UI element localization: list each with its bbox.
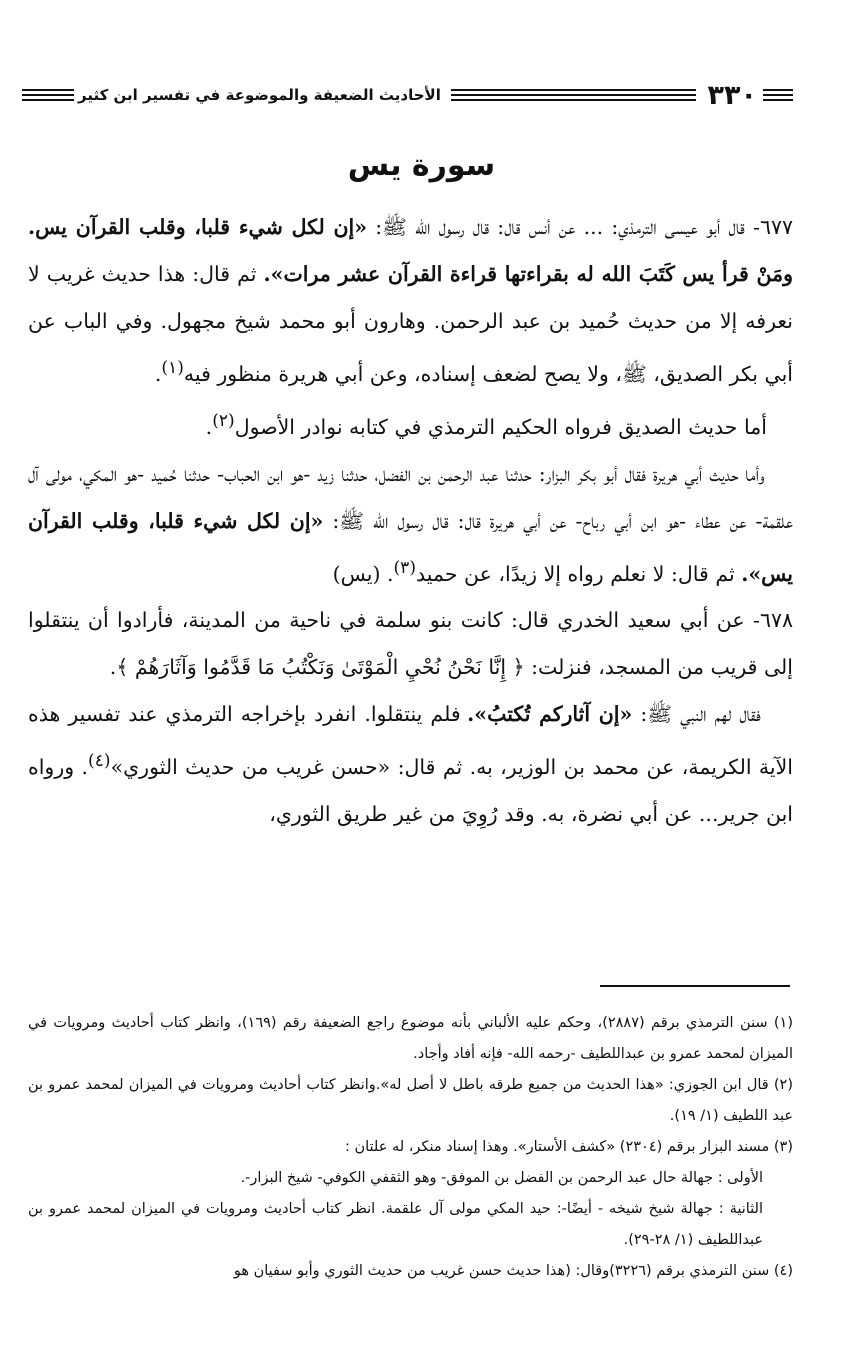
footnote-3: (٣) مسند البزار برقم (٢٣٠٤) «كشف الأستار». وهذا إسناد منكر، له علتان : — [344, 1139, 793, 1155]
footnotes — [28, 1008, 793, 1287]
header-rule-right — [763, 89, 793, 101]
header-rule-middle — [451, 89, 696, 101]
hadith-text: «إن لكل شيء قلبا، وقلب القرآن يس». — [28, 508, 793, 586]
paragraph-677: ٦٧٧- قال أبو عيسى الترمذي: ... عن أنس قال: قال رسول الله ﷺ: «إن لكل شيء قلبا، وقلب القرآن يس. ومَنْ قرأ يس كَتَبَ الله له بقراءتها قراءة القرآن عشر مرات». ثم قال: هذا حديث غريب لا نعرفه إلا من حديث حُميد بن عبد الرحمن. وهارون أبو محمد شيخ مجهول. وفي الباب عن أبي بكر الصديق، ﷺ، ولا يصح لضعف إسناده، وعن أبي هريرة منظور فيه$^{(١)}$. — [28, 215, 793, 386]
paragraph-siddiq: أما حديث الصديق فرواه الحكيم الترمذي في كتابه نوادر الأصول$^{(٢)}$. — [205, 410, 767, 439]
paragraph-678: ٦٧٨- عن أبي سعيد الخدري قال: كانت بنو سلمة في ناحية من المدينة، فأرادوا أن ينتقلوا إلى قريب من المسجد، فنزلت: ﴿ إِنَّا نَحْنُ نُحْيِ الْمَوْتَىٰ وَنَكْتُبُ مَا قَدَّمُوا وَآثَارَهُمْ ﴾. — [28, 608, 793, 680]
running-title: الأحاديث الضعيفة والموضوعة في تفسير ابن كثير — [78, 86, 441, 104]
footnote-ref-4: (٤) — [88, 751, 111, 772]
paragraph-abu-hurayra: وأما حديث أبي هريرة فقال أبو بكر البزار: حدثنا عبد الرحمن بن الفضل، حدثنا زيد -هو ابن الحباب- حدثنا حُميد -هو المكي، مولى آل علقمة- عن عطاء -هو ابن أبي رباح- عن أبي هريرة قال: قال رسول الله ﷺ: «إن لكل شيء قلبا، وقلب القرآن يس». ثم قال: لا نعلم رواه إلا زيدًا، عن حميد$^{(٣)}$. (يس) — [28, 461, 793, 586]
footnote-4: (٤) سنن الترمذي برقم (٣٢٢٦)وقال: (هذا حديث حسن غريب من حديث الثوري وأبو سفيان هو — [233, 1263, 793, 1279]
footnote-3-first: الأولى : جهالة حال عبد الرحمن بن الفضل بن الموفق- وهو الثقفي الكوفي- شيخ البزار-. — [240, 1170, 763, 1186]
footnote-ref-2: (٢) — [212, 410, 235, 431]
footnote-2: (٢) قال ابن الجوزي: «هذا الحديث من جميع طرقه باطل لا أصل له».وانظر كتاب أحاديث ومرويات في الميزان لمحمد عمرو بن عبد اللطيف (١/ ١٩). — [28, 1077, 793, 1124]
page-number: ٣٣٠ — [707, 79, 757, 111]
section-title: سورة يس — [347, 148, 496, 183]
footnote-divider — [600, 985, 790, 987]
quran-verse: ﴿ إِنَّا نَحْنُ نُحْيِ الْمَوْتَىٰ وَنَكْتُبُ مَا قَدَّمُوا وَآثَارَهُمْ ﴾ — [116, 655, 525, 680]
footnote-3-second: الثانية : جهالة شيخ شيخه - أيضًا-: حيد المكي مولى آل علقمة. انظر كتاب أحاديث ومرويات في الميزان لمحمد عمرو بن عبداللطيف (١/ ٢٨-٢٩). — [28, 1201, 763, 1248]
page-header — [22, 78, 793, 112]
header-rule-left — [22, 89, 74, 101]
footnote-ref-1: (١) — [161, 358, 184, 378]
footnote-1: (١) سنن الترمذي برقم (٢٨٨٧)، وحكم عليه الألباني بأنه موضوع راجع الضعيفة رقم (١٦٩)، وانظر كتاب أحاديث ومرويات في الميزان لمحمد عمرو بن عبداللطيف -رحمه الله- فإنه أفاد وأجاد. — [28, 1015, 794, 1062]
hadith-text: «إن لكل شيء قلبا، وقلب القرآن يس. ومَنْ قرأ يس كَتَبَ الله له بقراءتها قراءة القرآن عشر مرات». — [28, 215, 793, 286]
hadith-text: «إن آثاركم تُكتبُ». — [467, 702, 633, 727]
footnote-ref-3: (٣) — [393, 557, 417, 578]
main-text — [28, 204, 793, 838]
paragraph-athar: فقال لهم النبي ﷺ: «إن آثاركم تُكتبُ». فلم ينتقلوا. انفرد بإخراجه الترمذي عند تفسير هذه الآية الكريمة، عن محمد بن الوزير، به. ثم قال: «حسن غريب من حديث الثوري»$^{(٤)}$. ورواه ابن جرير... عن أبي نضرة، به. وقد رُوِيَ من غير طريق الثوري، — [28, 702, 793, 827]
